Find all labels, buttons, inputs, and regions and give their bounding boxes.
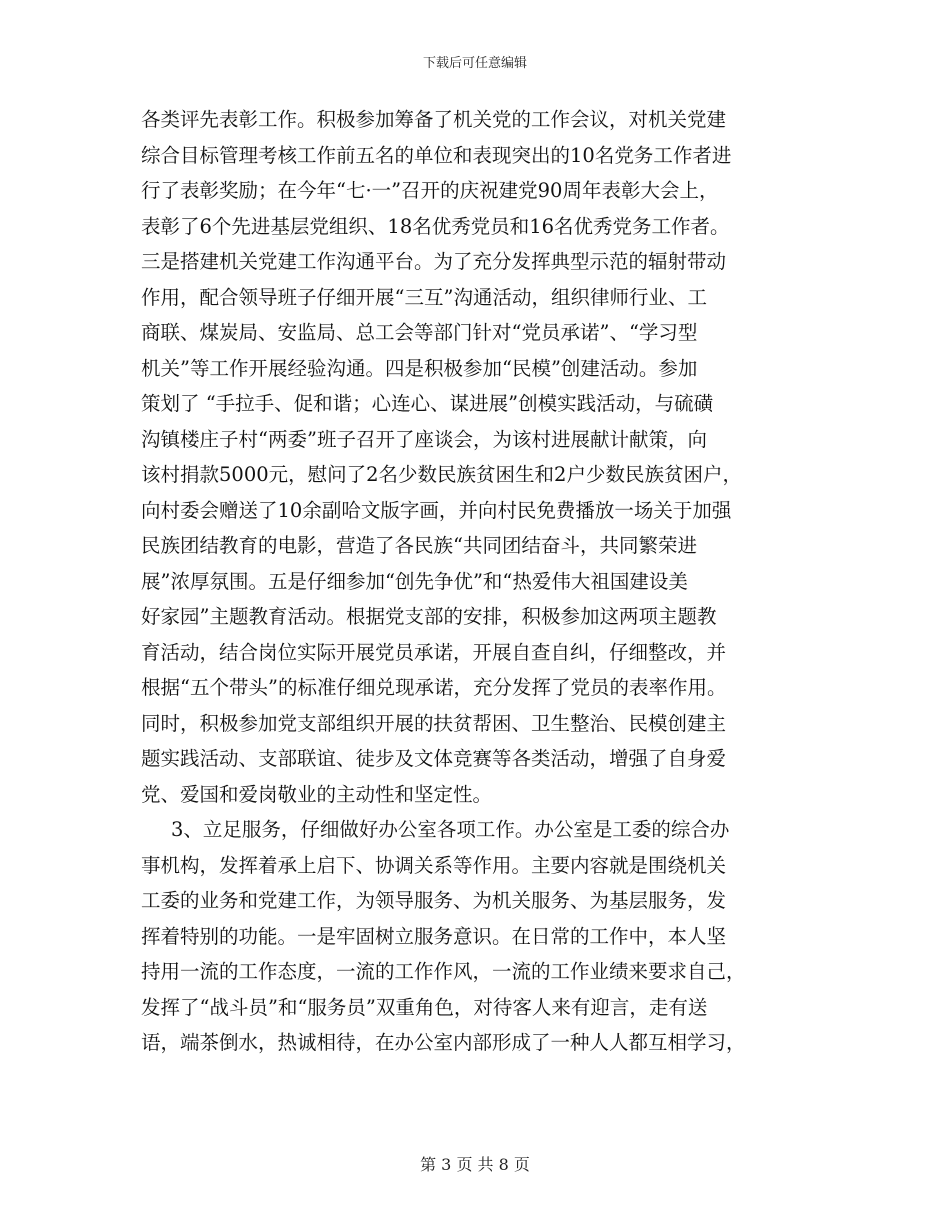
text-line: 事机构，发挥着承上启下、协调关系等作用。主要内容就是围绕机关 (141, 853, 727, 877)
text-line: 持用一流的工作态度，一流的工作作风，一流的工作业绩来要求自己， (141, 960, 746, 983)
text-line: 展”浓厚氛围。五是仔细参加“创先争优”和“热爱伟大祖国建设美 (141, 569, 688, 593)
text-line: 发挥了“战斗员”和“服务员”双重角色，对待客人来有迎言，走有送 (141, 995, 708, 1019)
text-line: 工委的业务和党建工作，为领导服务、为机关服务、为基层服务，发 (141, 889, 727, 912)
text-line: 三是搭建机关党建工作沟通平台。为了充分发挥典型示范的辐射带动 (141, 250, 727, 273)
text-line: 党、爱国和爱岗敬业的主动性和坚定性。 (141, 782, 493, 806)
text-line: 向村委会赠送了10余副哈文版字画，并向村民免费播放一场关于加强 (141, 498, 732, 522)
document-body (141, 102, 821, 1061)
text-line: 好家园”主题教育活动。根据党支部的安排，积极参加这两项主题教 (141, 605, 717, 628)
text-line: 各类评先表彰工作。积极参加筹备了机关党的工作会议，对机关党建 (141, 108, 727, 131)
text-line: 语，端茶倒水，热诚相待，在办公室内部形成了一种人人都互相学习， (141, 1031, 746, 1054)
text-line: 题实践活动、支部联谊、徒步及文体竞赛等各类活动，增强了自身爱 (141, 747, 727, 770)
text-line: 该村捐款5000元，慰问了2名少数民族贫困生和2户少数民族贫困户， (141, 463, 742, 486)
text-line: 综合目标管理考核工作前五名的单位和表现突出的10名党务工作者进 (141, 143, 732, 167)
page-header: 下载后可任意编辑 (422, 56, 527, 71)
text-line: 行了表彰奖励；在今年“七·一”召开的庆祝建党90周年表彰大会上， (141, 179, 719, 202)
text-line: 策划了 “手拉手、促和谐；心连心、谋进展”创模实践活动，与硫磺 (141, 392, 714, 415)
text-line: 挥着特别的功能。一是牢固树立服务意识。在日常的工作中，本人坚 (141, 924, 727, 948)
text-line: 沟镇楼庄子村“两委”班子召开了座谈会，为该村进展献计献策，向 (141, 427, 707, 451)
text-line: 作用，配合领导班子仔细开展“三互”沟通活动，组织律师行业、工 (141, 285, 707, 309)
text-line: 民族团结教育的电影，营造了各民族“共同团结奋斗，共同繁荣进 (141, 534, 697, 557)
text-line: 商联、煤炭局、安监局、总工会等部门针对“党员承诺”、“学习型 (141, 321, 698, 344)
text-line: 根据“五个带头”的标准仔细兑现承诺，充分发挥了党员的表率作用。 (141, 676, 727, 699)
text-line: 育活动，结合岗位实际开展党员承诺，开展自查自纠，仔细整改，并 (141, 640, 727, 664)
page-number-footer: 第 3 页 共 8 页 (420, 1155, 530, 1174)
text-line: 表彰了6个先进基层党组织、18名优秀党员和16名优秀党务工作者。 (141, 214, 730, 238)
text-line: 同时，积极参加党支部组织开展的扶贫帮困、卫生整治、民模创建主 (141, 711, 727, 735)
text-line: 机关”等工作开展经验沟通。四是积极参加“民模”创建活动。参加 (141, 356, 698, 380)
paragraph-start-line: 3、立足服务，仔细做好办公室各项工作。办公室是工委的综合办 (171, 818, 730, 841)
